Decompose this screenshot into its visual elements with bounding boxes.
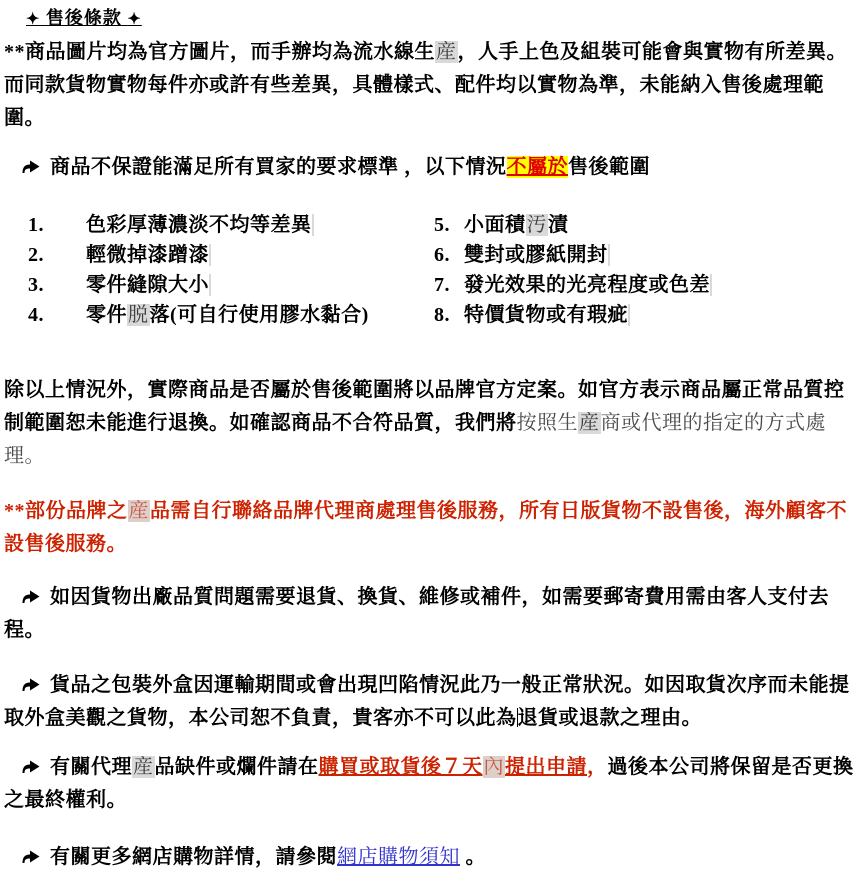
item-text: 特價貨物或有瑕疵 (464, 304, 628, 326)
agency-notice-paragraph (4, 495, 860, 561)
item-number: 4. (28, 304, 44, 326)
substituted-char: 産 (133, 756, 154, 778)
list-item (28, 298, 434, 328)
list-item (28, 238, 434, 268)
more-info-paragraph (4, 841, 860, 874)
store-shopping-notice-link[interactable]: 網店購物須知 (337, 846, 460, 868)
defect-claim-text: 有關代理 (50, 756, 132, 778)
more-info-text: 有關更多網店購物詳情，請參閱 (50, 846, 337, 868)
more-info-text: 。 (460, 846, 486, 868)
item-number: 6. (434, 244, 450, 266)
policy-gray-text: 按照生 (516, 412, 578, 434)
item-number: 3. (28, 274, 44, 296)
substituted-char: 內 (483, 756, 504, 778)
curved-right-arrow-icon (20, 159, 41, 174)
item-number: 8. (434, 304, 450, 326)
intro-text: ，人手上色及組裝可能會與實物有所差異。而同款貨物實物每件亦或許有些差異，具體樣式、配件均以實物為準，未能納入售後處理範圍。 (4, 41, 847, 129)
not-covered-highlight: 不屬於 (506, 156, 568, 178)
shipping-paragraph (4, 581, 860, 647)
list-item (28, 208, 434, 238)
list-item (434, 238, 860, 268)
shipping-text: 如因貨物出廠品質問題需要退貨、換貨、維修或補件，如需要郵寄費用需由客人支付去程。 (4, 586, 829, 641)
substituted-char: 産 (579, 412, 600, 434)
substituted-char (312, 214, 314, 236)
four-pointed-star-icon: ✦ (26, 11, 41, 28)
substituted-char: 産 (436, 41, 457, 63)
claim-deadline-comma: ， (587, 756, 608, 778)
four-pointed-star-icon: ✦ (127, 11, 142, 28)
list-item (434, 268, 860, 298)
exclusions-list (28, 208, 860, 328)
list-item (434, 298, 860, 328)
substituted-char (209, 244, 211, 266)
curved-right-arrow-icon (20, 849, 41, 864)
item-text: 色彩厚薄濃淡不均等差異 (86, 214, 312, 236)
item-text: 小面積 (464, 214, 526, 236)
policy-paragraph (4, 374, 860, 473)
notice-text: 商品不保證能滿足所有買家的要求標準 ，以下情況 (50, 156, 507, 178)
notice-paragraph (4, 151, 860, 184)
item-text: 雙封或膠紙開封 (464, 244, 608, 266)
item-text: 零件縫隙大小 (86, 274, 209, 296)
policy-gray-text: 商或代理的指定的方式處理。 (4, 412, 826, 467)
list-item (434, 208, 860, 238)
defect-claim-paragraph (4, 751, 860, 817)
substituted-char (710, 274, 712, 296)
substituted-char: 汚 (526, 214, 547, 236)
substituted-char (608, 244, 610, 266)
claim-deadline-emphasis: 購買或取貨後７天 (318, 756, 483, 778)
substituted-char (628, 304, 630, 326)
item-text: 發光效果的光亮程度或色差 (464, 274, 710, 296)
curved-right-arrow-icon (20, 677, 41, 692)
item-number: 2. (28, 244, 44, 266)
item-text: 零件 (86, 304, 127, 326)
packaging-text: 退貨或退款之理由。 (517, 707, 702, 729)
defect-claim-text: 品缺件或爛件請在 (154, 756, 319, 778)
curved-right-arrow-icon (20, 589, 41, 604)
agency-notice-text: **部份品牌之 (4, 500, 128, 522)
substituted-char: 産 (128, 500, 149, 522)
intro-text: **商品圖片均為官方圖片，而手辦均為流水線生 (4, 41, 435, 63)
item-number: 1. (28, 214, 44, 236)
item-number: 5. (434, 214, 450, 236)
curved-right-arrow-icon (20, 759, 41, 774)
packaging-text: 貨品之包裝外盒因運輸期間或會出現凹陷情況此乃一般正常狀況。如因取貨次序而未能提取外盒美觀之貨物，本公司恕不負責，貴客亦不可以此為 (4, 674, 850, 729)
list-item (28, 268, 434, 298)
claim-deadline-emphasis: 提出申請 (505, 756, 587, 778)
packaging-paragraph (4, 669, 860, 735)
defect-claim-text: 過後本公司將保留是否更換之最終權利。 (4, 756, 854, 811)
item-number: 7. (434, 274, 450, 296)
substituted-char: 脱 (128, 304, 149, 326)
substituted-char (209, 274, 211, 296)
item-text: 輕微掉漆蹭漆 (86, 244, 209, 266)
page-title-text: 售後條款 (45, 8, 122, 28)
policy-text: 除以上情況外，實際商品是否屬於售後範圍將以品牌官方定案。如官方表示商品屬正常品質控制範圍恕未能進行退換。如確認商品不合符品質，我們將 (4, 379, 845, 434)
intro-paragraph (4, 36, 860, 135)
notice-text: 售後範圍 (568, 156, 650, 178)
item-text: 漬 (548, 214, 569, 236)
agency-notice-text: 品需自行聯絡品牌代理商處理售後服務，所有日版貨物不設售後，海外顧客不設售後服務。 (4, 500, 847, 555)
page-title (26, 6, 860, 32)
item-text: 落(可自行使用膠水黏合) (149, 304, 369, 326)
